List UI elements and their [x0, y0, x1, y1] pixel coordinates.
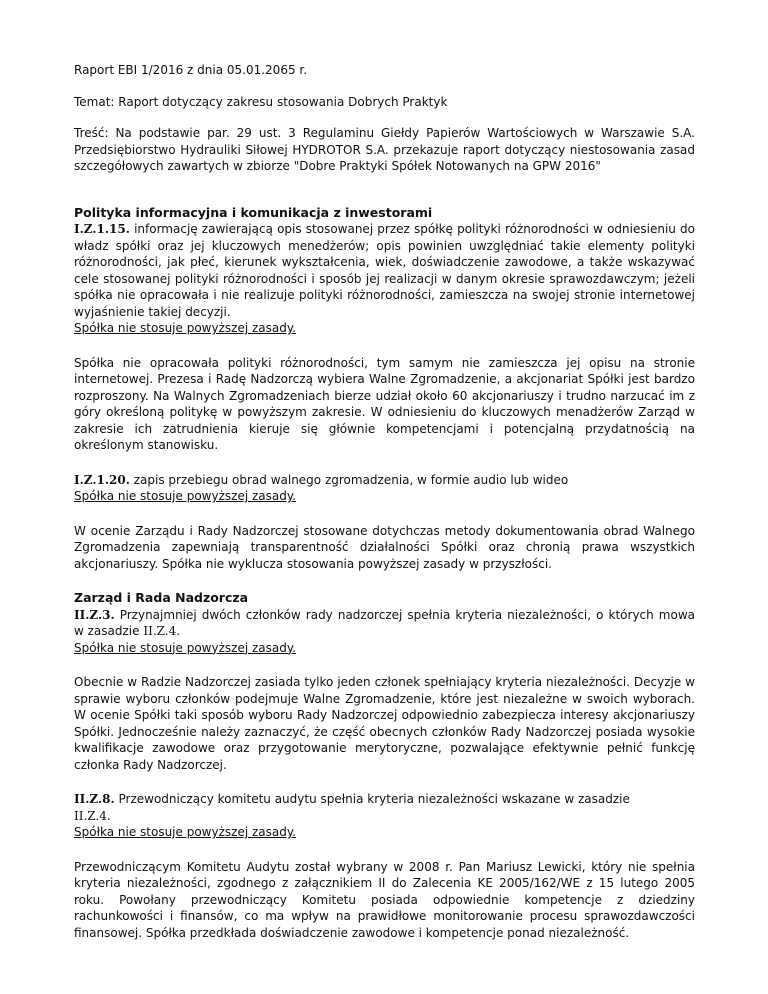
rule-status: Spółka nie stosuje powyższej zasady.	[74, 321, 297, 335]
rule-explanation: W ocenie Zarządu i Rady Nadzorczej stosowane dotychczas metody dokumentowania obrad Walnego Zgromadzenia zapewniają transparentność działalności Spółki oraz chronią prawa wszystkich akcjonariuszy. Spółka nie wyklucza stosowania powyższej zasady w przyszłości.	[74, 523, 695, 571]
rule-code: I.Z.1.20.	[74, 472, 130, 487]
rule-status: Spółka nie stosuje powyższej zasady.	[74, 489, 297, 503]
rule-item	[74, 221, 695, 320]
section-title-2: Zarząd i Rada Nadzorcza	[74, 590, 249, 605]
rule-status: Spółka nie stosuje powyższej zasady.	[74, 825, 297, 839]
rule-text: Przynajmniej dwóch członków rady nadzorczej spełnia kryteria niezależności, o których mowa w zasadzie	[74, 607, 695, 638]
rule-code: II.Z.3.	[74, 607, 115, 622]
report-topic: Temat: Raport dotyczący zakresu stosowania Dobrych Praktyk	[74, 94, 448, 109]
rule-code: II.Z.8.	[74, 792, 115, 806]
rule-explanation: Przewodniczącym Komitetu Audytu został wybrany w 2008 r. Pan Mariusz Lewicki, który nie spełnia kryteria niezależności, zgodnego z załącznikiem II do Zalecenia KE 2005/162/WE z 15 lutego 2005 roku. Powołany przewodniczący Komitetu posiada odpowiednie kompetencje z dziedziny rachunkowości i finansów, co ma wpływ na prawidłowe monitorowanie procesu sprawozdawczości finansowej. Spółka przedkłada doświadczenie zawodowe i kompetencje ponad niezależność.	[74, 859, 695, 940]
rule-item	[74, 607, 695, 640]
report-content: Treść: Na podstawie par. 29 ust. 3 Regulaminu Giełdy Papierów Wartościowych w Warszawie S.A. Przedsiębiorstwo Hydrauliki Siłowej HYDROTOR S.A. przekazuje raport dotyczący niestosowania zasad szczegółowych zawartych w zbiorze "Dobre Praktyki Spółek Notowanych na GPW 2016"	[74, 126, 695, 173]
rule-ref: II.Z.4.	[143, 624, 181, 638]
rule-text: Przewodniczący komitetu audytu spełnia kryteria niezależności wskazane w zasadzie	[114, 792, 630, 806]
rule-explanation: Obecnie w Radzie Nadzorczej zasiada tylko jeden członek spełniający kryteria niezależności. Decyzje w sprawie wyboru członków podejmuje Walne Zgromadzenie, które jest niezależne w swoich wyborach. W ocenie Spółki taki sposób wyboru Rady Nadzorczej odpowiednio zabezpiecza interesy akcjonariuszy Spółki. Jednocześnie należy zaznaczyć, że część obecnych członków Rady Nadzorczej posiada wysokie kwalifikacje zawodowe oraz przygotowanie merytoryczne, pozwalające efektywnie pełnić funkcję członka Rady Nadzorczej.	[74, 675, 695, 772]
rule-explanation: Spółka nie opracowała polityki różnorodności, tym samym nie zamieszcza jej opisu na stronie internetowej. Prezesa i Radę Nadzorczą wybiera Walne Zgromadzenie, a akcjonariat Spółki jest bardzo rozproszony. Na Walnych Zgromadzeniach bierze udział około 60 akcjonariuszy i trudno narzucać im z góry określoną politykę w powyższym zakresie. W odniesieniu do kluczowych menadżerów Zarząd w zakresie ich zatrudnienia kieruje się głównie kompetencjami i potencjalną przydatnością na określonym stanowisku.	[74, 355, 695, 452]
rule-ref: II.Z.4.	[74, 808, 111, 823]
rule-text: zapis przebiegu obrad walnego zgromadzenia, w formie audio lub wideo	[129, 472, 569, 487]
rule-text: informację zawierającą opis stosowanej przez spółkę polityki różnorodności w odniesieniu do władz spółki oraz jej kluczowych menedżerów; opis powinien uwzględniać takie elementy polityki różnorodności, jak płeć, kierunek wykształcenia, wiek, doświadczenie zawodowe, a także wskazywać cele stosowanej polityki różnorodności i sposób jej realizacji w danym okresie sprawozdawczym; jeżeli spółka nie opracowała i nie realizuje polityki różnorodności, zamieszcza na swojej stronie internetowej wyjaśnienie takiej decyzji.	[74, 222, 695, 319]
rule-code: I.Z.1.15.	[74, 222, 130, 236]
document-page	[74, 62, 695, 941]
rule-item	[74, 472, 695, 489]
rule-status: Spółka nie stosuje powyższej zasady.	[74, 640, 297, 655]
report-line: Raport EBI 1/2016 z dnia 05.01.2065 r.	[74, 63, 308, 77]
rule-item	[74, 791, 695, 824]
section-title-1: Polityka informacyjna i komunikacja z inwestorami	[74, 204, 433, 220]
